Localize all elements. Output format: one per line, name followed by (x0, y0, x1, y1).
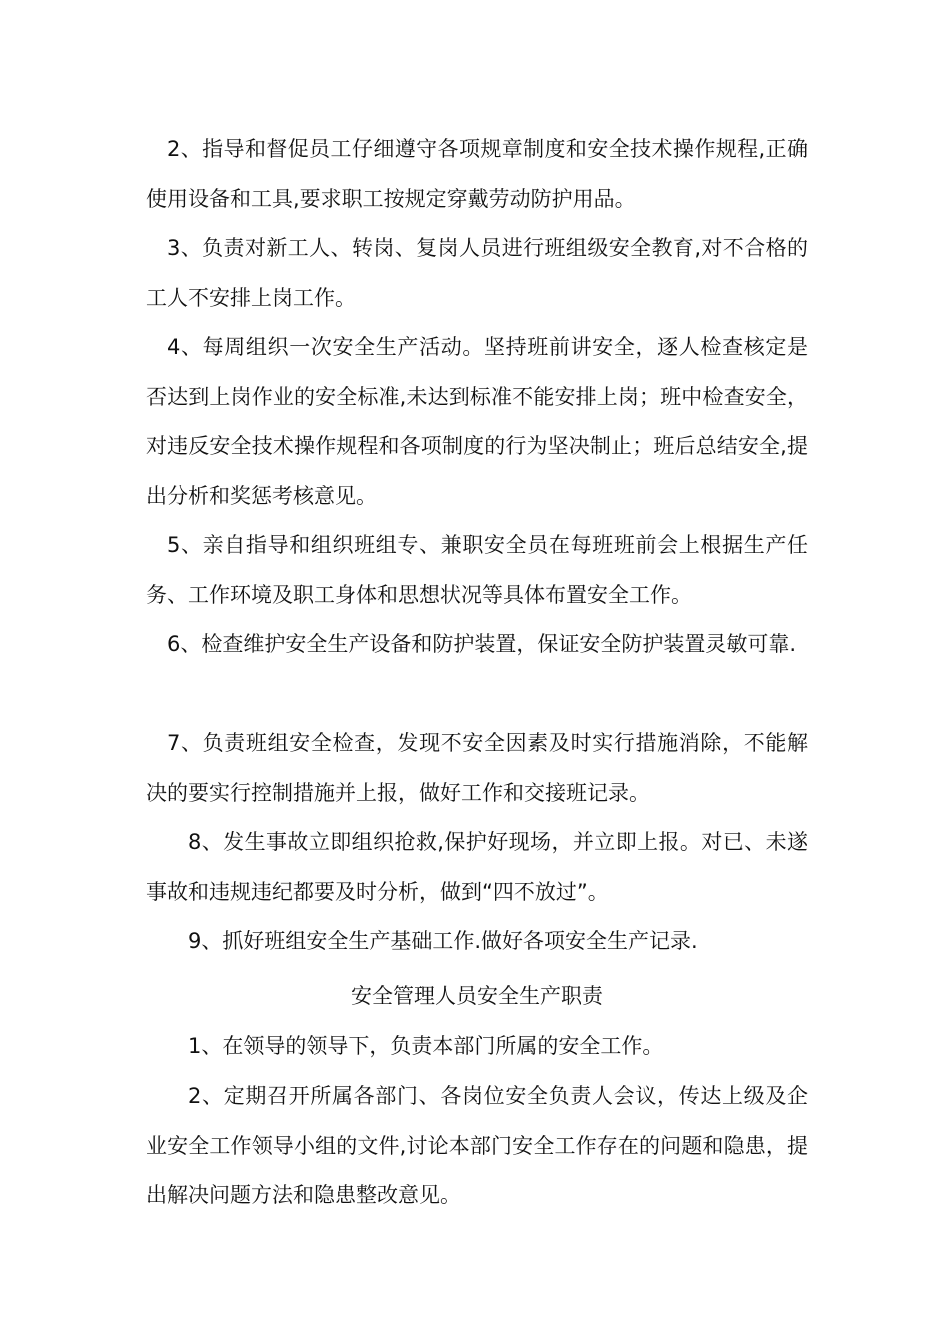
paragraph-item-9: 9、抓好班组安全生产基础工作.做好各项安全生产记录. (188, 929, 698, 953)
paragraph-item-5: 5、亲自指导和组织班组专、兼职安全员在每班班前会上根据生产任务、工作环境及职工身体和思想状况等具体布置安全工作。 (146, 533, 808, 607)
section-paragraph-1: 1、在领导的领导下，负责本部门所属的安全工作。 (188, 1034, 664, 1058)
paragraph-item-8: 8、发生事故立即组织抢救,保护好现场，并立即上报。对已、未遂事故和违规违纪都要及时分析，做到“四不放过”。 (146, 830, 808, 904)
paragraph-item-2: 2、指导和督促员工仔细遵守各项规章制度和安全技术操作规程,正确使用设备和工具,要求职工按规定穿戴劳动防护用品。 (146, 137, 808, 211)
paragraph-item-7: 7、负责班组安全检查，发现不安全因素及时实行措施消除，不能解决的要实行控制措施并上报，做好工作和交接班记录。 (146, 731, 808, 805)
paragraph-item-4: 4、每周组织一次安全生产活动。坚持班前讲安全，逐人检查核定是否达到上岗作业的安全标准,未达到标准不能安排上岗；班中检查安全，对违反安全技术操作规程和各项制度的行为坚决制止；班后总结安全,提出分析和奖惩考核意见。 (146, 335, 808, 508)
paragraph-item-3: 3、负责对新工人、转岗、复岗人员进行班组级安全教育,对不合格的工人不安排上岗工作。 (146, 236, 808, 310)
section-title: 安全管理人员安全生产职责 (351, 984, 603, 1008)
section-paragraph-2: 2、定期召开所属各部门、各岗位安全负责人会议，传达上级及企业安全工作领导小组的文件,讨论本部门安全工作存在的问题和隐患，提出解决问题方法和隐患整改意见。 (146, 1084, 808, 1207)
paragraph-item-6: 6、检查维护安全生产设备和防护装置，保证安全防护装置灵敏可靠. (167, 632, 797, 656)
